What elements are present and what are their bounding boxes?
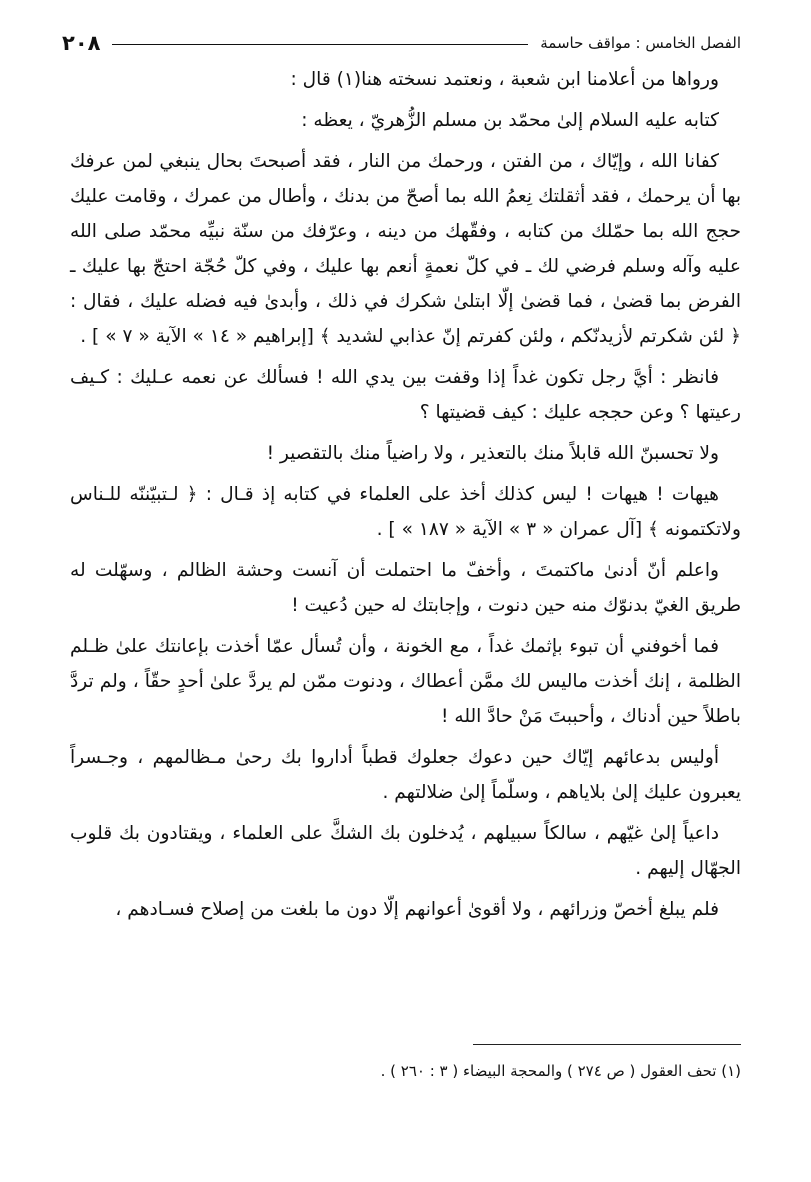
footnote: (١) تحف العقول ( ص ٢٧٤ ) والمحجة البيضاء ( ٣ : ٢٦٠ ) . [380,1062,741,1080]
page-number: ٢٠٨ [62,31,101,55]
paragraph: واعلم أنّ أدنىٰ ماكتمتَ ، وأخفّ ما احتملت أن آنست وحشة الظالم ، وسهّلت له طريق الغيّ بدنوّك منه حين دنوت ، وإجابتك له حين دُعيت ! [70,560,741,616]
header-rule [112,44,528,45]
paragraph: ورواها من أعلامنا ابن شعبة ، ونعتمد نسخته هنا(١) قال : [290,69,719,90]
footnote-separator [473,1044,741,1045]
paragraph: أوليس بدعائهم إيّاك حين دعوك جعلوك قطباً أداروا بك رحىٰ مـظالمهم ، وجـسراً يعبرون عليك إلىٰ بلاياهم ، وسلّماً إلىٰ ضلالتهم . [70,747,741,803]
paragraph: كفانا الله ، وإيّاك ، من الفتن ، ورحمك من النار ، فقد أصبحتَ بحال ينبغي لمن عرفك بها أن يرحمك ، فقد أثقلتك نِعمُ الله بما أصحّ من بدنك ، وأطال من عمرك ، وقامت عليك حجج الله بما حمّلك من كتابه ، وفقّهك من دينه ، وعرّفك من سنّة نبيِّه محمّد صلى الله عليه وآله وسلم فرضي لك ـ في كلّ نعمةٍ أنعم بها عليك ، وفي كلّ حُجّة احتجّ بها عليك ـ الفرض بما قضىٰ ، فما قضىٰ إلّا ابتلىٰ شكرك في ذلك ، وأبدىٰ فيه فضله عليك ، فقال : ﴿ لئن شكرتم لأزيدنّكم ، ولئن كفرتم إنّ عذابي لشديد ﴾ [إبراهيم « ١٤ » الآية « ٧ » ] . [70,151,741,347]
paragraph: فما أخوفني أن تبوء بإثمك غداً ، مع الخونة ، وأن تُسأل عمّا أخذت بإعانتك علىٰ ظـلم الظلمة ، إنك أخذت ماليس لك ممَّن أعطاك ، ودنوت ممّن لم يردَّ علىٰ أحدٍ حقّاً ، ولم تردَّ باطلاً حين أدناك ، وأحببتَ مَنْ حادَّ الله ! [70,636,741,727]
body-text [70,62,741,933]
running-title: الفصل الخامس : مواقف حاسمة [540,34,741,52]
paragraph: هيهات ! هيهات ! ليس كذلك أخذ على العلماء في كتابه إذ قـال : ﴿ لـتبيّننّه للـناس ولاتكتمونه ﴾ [آل عمران « ٣ » الآية « ١٨٧ » ] . [70,484,741,540]
paragraph: فانظر : أيَّ رجل تكون غداً إذا وقفت بين يدي الله ! فسألك عن نعمه عـليك : كـيف رعيتها ؟ وعن حججه عليك : كيف قضيتها ؟ [70,367,741,423]
paragraph: فلم يبلغ أخصّ وزرائهم ، ولا أقوىٰ أعوانهم إلّا دون ما بلغت من إصلاح فسـادهم ، [115,899,719,920]
paragraph: كتابه عليه السلام إلىٰ محمّد بن مسلم الزُّهريّ ، يعظه : [301,110,719,131]
paragraph: ولا تحسبنّ الله قابلاً منك بالتعذير ، ولا راضياً منك بالتقصير ! [266,443,719,464]
page-header [62,30,741,56]
paragraph: داعياً إلىٰ غيّهم ، سالكاً سبيلهم ، يُدخلون بك الشكَّ على العلماء ، ويقتادون بك قلوب الجهّال إليهم . [70,823,741,879]
